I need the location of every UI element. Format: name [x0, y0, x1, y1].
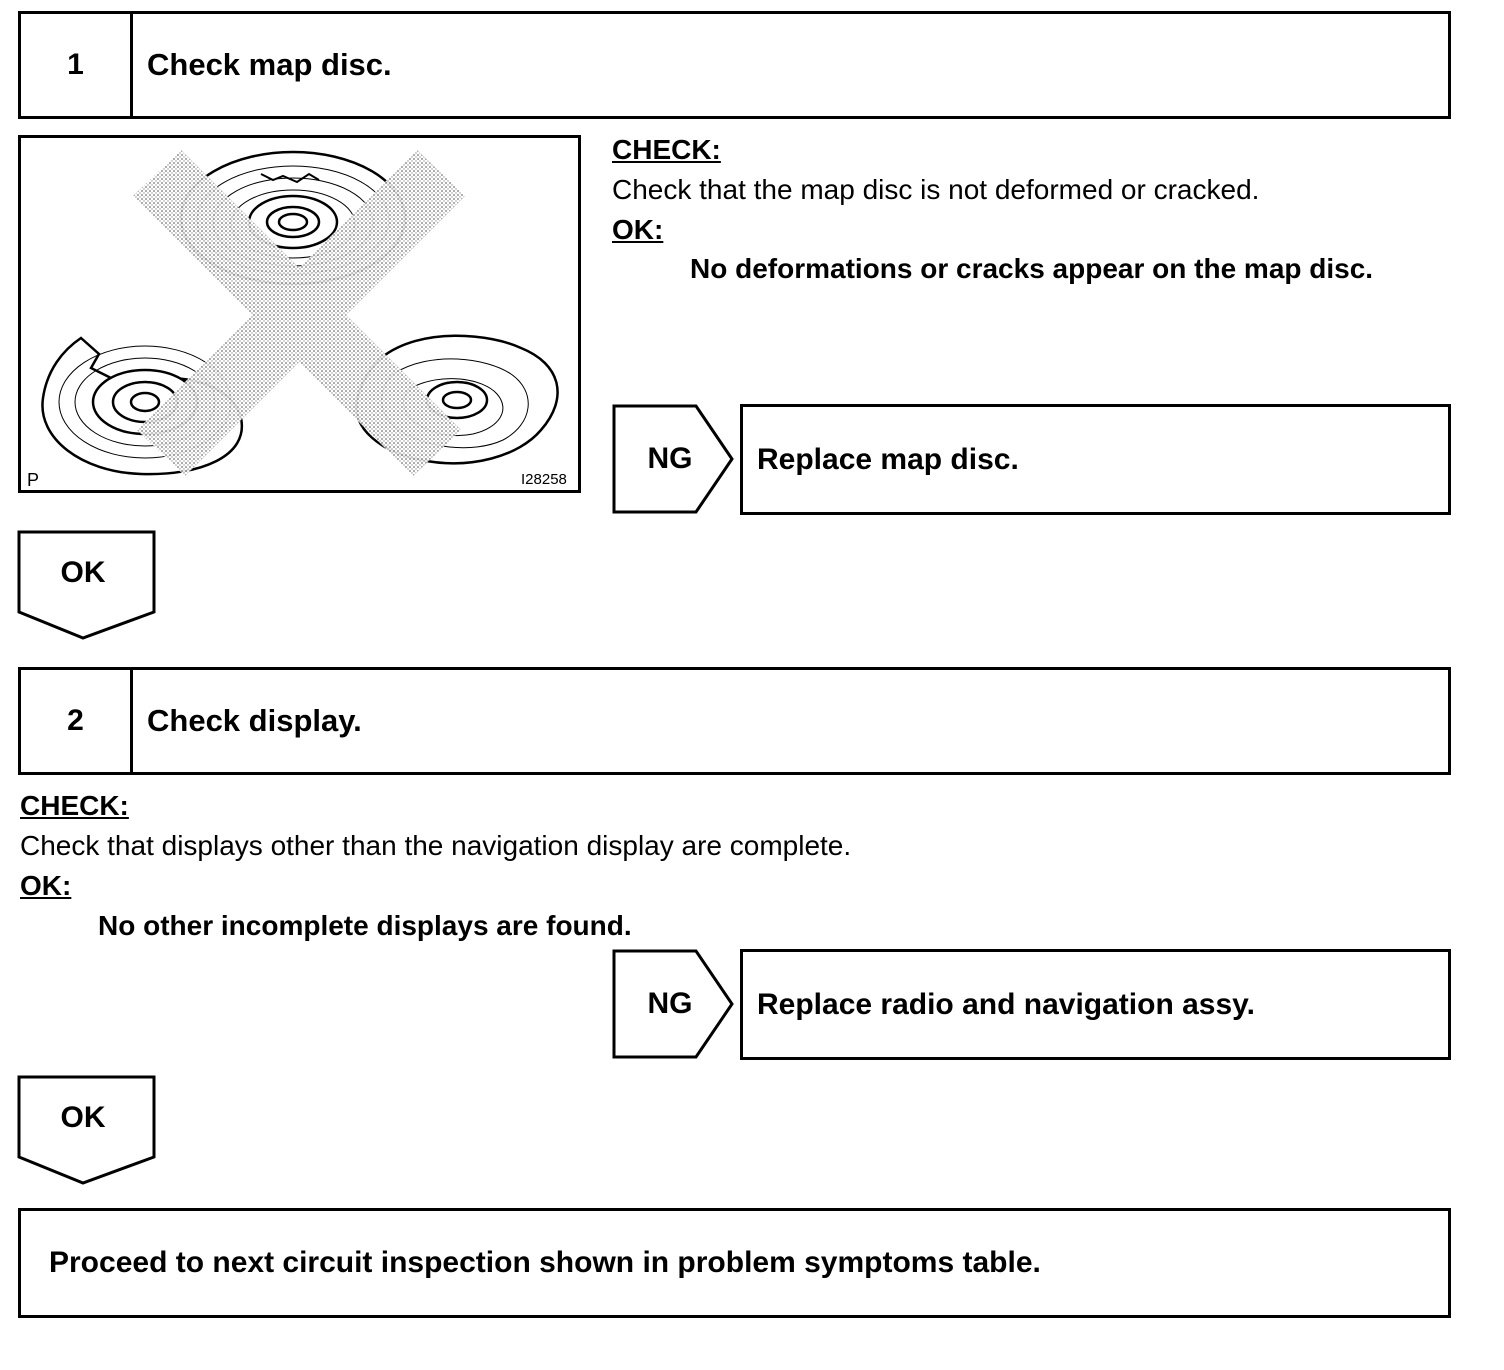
step-1-ok-arrow-label: OK — [60, 556, 106, 589]
step-1-header — [18, 11, 1451, 119]
step-2-title: Check display. — [147, 703, 362, 738]
step-2-ng-label: NG — [647, 987, 693, 1020]
map-disc-illustration — [21, 138, 578, 490]
figure-id-label: I28258 — [521, 471, 567, 488]
step-2-header — [18, 667, 1451, 775]
step-2-check-text: Check that displays other than the navigation display are complete. — [20, 830, 852, 861]
step-1-check-text: Check that the map disc is not deformed or cracked. — [612, 174, 1260, 205]
step-2-ok-text: No other incomplete displays are found. — [98, 910, 632, 941]
step-2-ng-action: Replace radio and navigation assy. — [740, 949, 1451, 1060]
step-1-ng-label: NG — [647, 442, 693, 475]
step-1-check-label: CHECK: — [612, 134, 721, 165]
map-disc-figure — [18, 135, 581, 493]
figure-corner-label: P — [27, 470, 40, 490]
step-2-check-label: CHECK: — [20, 790, 129, 821]
step-2-ok-arrow-label: OK — [60, 1101, 106, 1134]
step-1-ng-action: Replace map disc. — [740, 404, 1451, 515]
step-2-number: 2 — [21, 670, 133, 772]
step-1-title: Check map disc. — [147, 47, 392, 82]
step-2-ok-label: OK: — [20, 870, 72, 901]
final-action-box: Proceed to next circuit inspection shown in problem symptoms table. — [18, 1208, 1451, 1318]
step-1-ok-label: OK: — [612, 214, 664, 245]
step-1-number: 1 — [21, 14, 133, 116]
step-1-ok-text: No deformations or cracks appear on the map disc. — [690, 253, 1374, 284]
